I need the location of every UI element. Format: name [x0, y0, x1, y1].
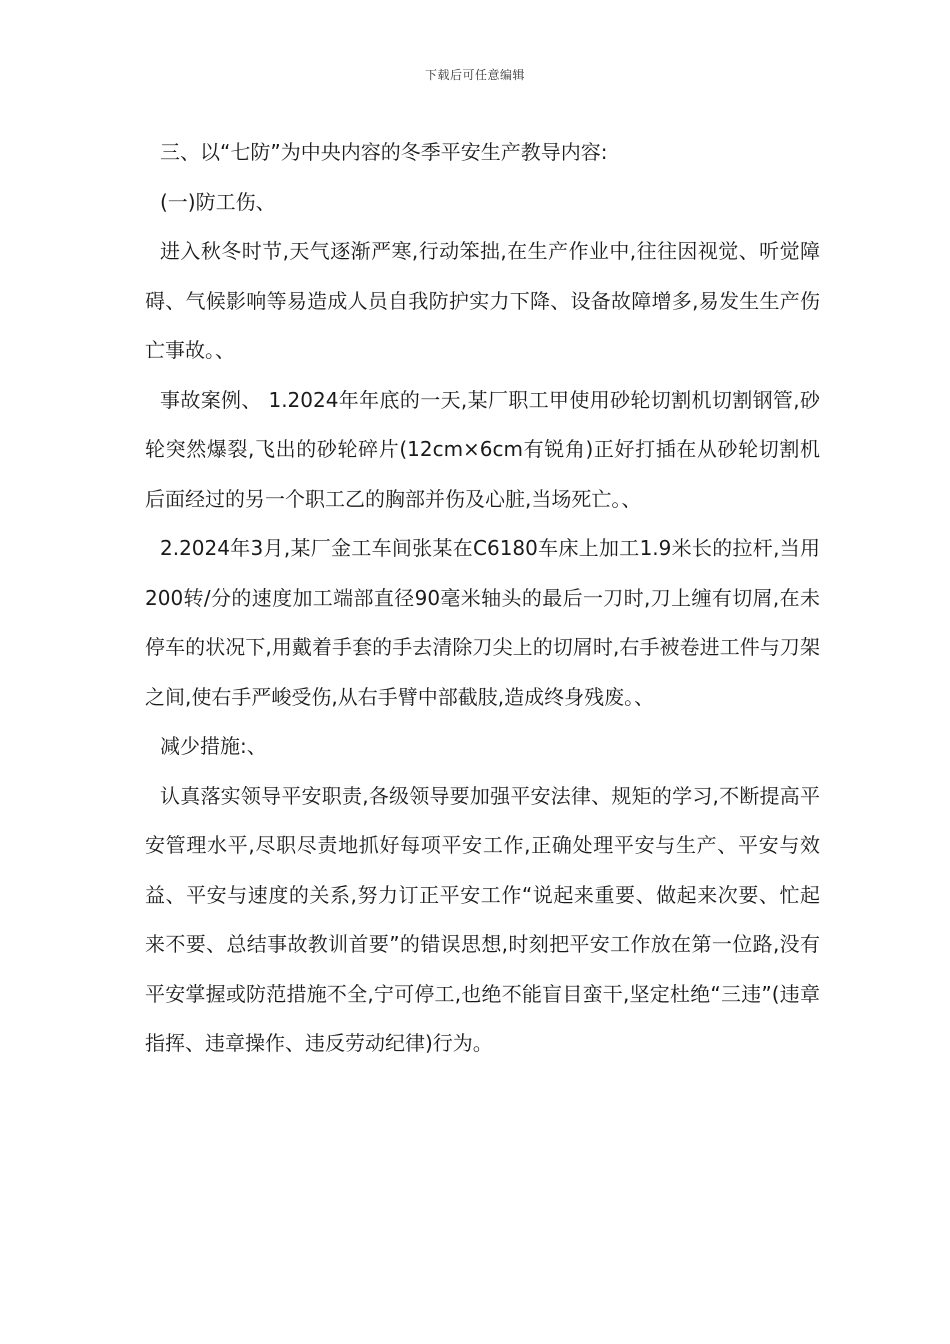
document-body: [145, 128, 820, 1069]
measures-heading: 减少措施:、: [160, 734, 267, 758]
paragraph-intro: 进入秋冬时节,天气逐渐严寒,行动笨拙,在生产作业中,往往因视觉、听觉障碍、气候影响等易造成人员自我防护实力下降、设备故障增多,易发生生产伤亡事故。、: [145, 239, 820, 362]
section-heading: 三、以“七防”为中央内容的冬季平安生产教导内容:: [160, 140, 608, 164]
header-note: 下载后可任意编辑: [424, 68, 525, 82]
paragraph-case-2: 2.2024年3月,某厂金工车间张某在C6180车床上加工1.9米长的拉杆,当用200转/分的速度加工端部直径90毫米轴头的最后一刀时,刀上缠有切屑,在未停车的状况下,用戴着手套的手去清除刀尖上的切屑时,右手被卷进工件与刀架之间,使右手严峻受伤,从右手臂中部截肢,造成终身残废。、: [145, 536, 820, 709]
subsection-heading: (一)防工伤、: [160, 189, 276, 214]
paragraph-measures: 认真落实领导平安职责,各级领导要加强平安法律、规矩的学习,不断提高平安管理水平,尽职尽责地抓好每项平安工作,正确处理平安与生产、平安与效益、平安与速度的关系,努力订正平安工作“说起来重要、做起来次要、忙起来不要、总结事故教训首要”的错误思想,时刻把平安工作放在第一位路,没有平安掌握或防范措施不全,宁可停工,也绝不能盲目蛮干,坚定杜绝“三违”(违章指挥、违章操作、违反劳动纪律)行为。: [145, 783, 820, 1055]
paragraph-case-1: 事故案例、 1.2024年年底的一天,某厂职工甲使用砂轮切割机切割钢管,砂轮突然爆裂,飞出的砂轮碎片(12cm×6cm有锐角)正好打插在从砂轮切割机后面经过的另一个职工乙的胸部并伤及心脏,当场死亡。、: [145, 387, 820, 511]
